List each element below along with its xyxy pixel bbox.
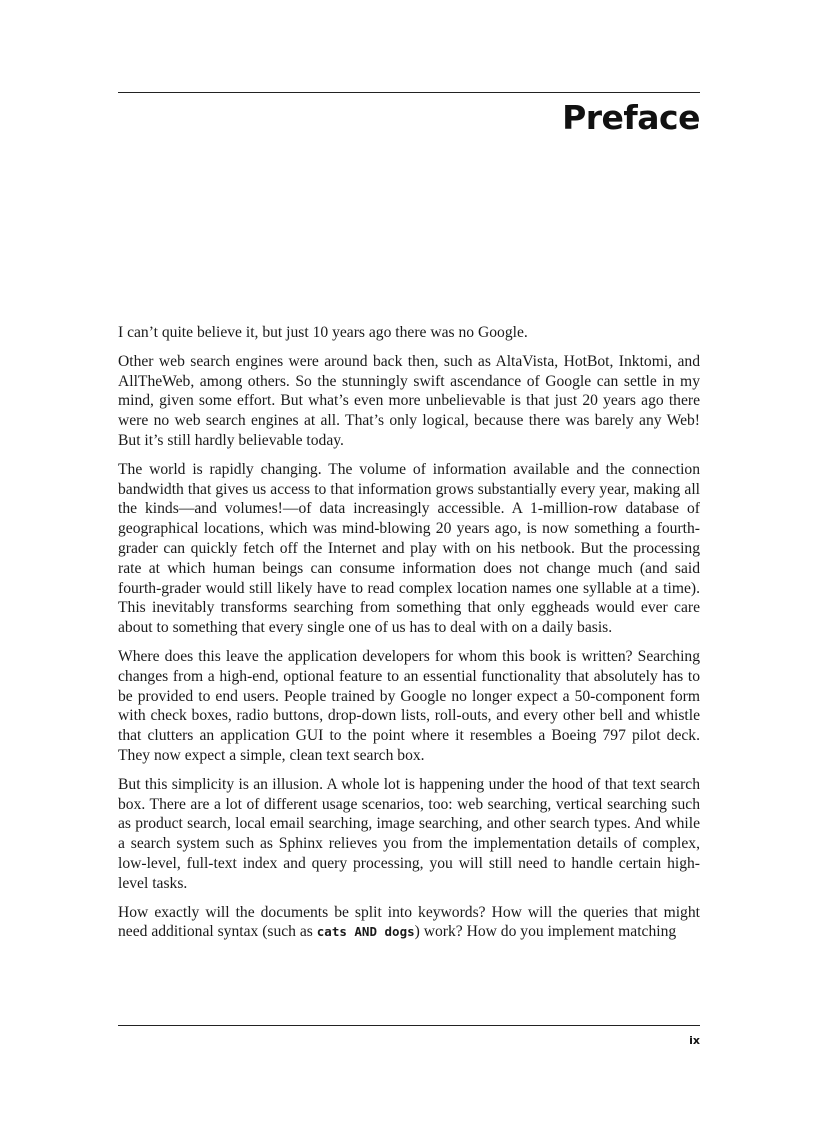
- inline-code: cats AND dogs: [316, 924, 415, 940]
- paragraph: I can’t quite believe it, but just 10 years ago there was no Google.: [118, 324, 528, 341]
- paragraph: Where does this leave the application developers for whom this book is written? Searching changes from a high-end, optional feature to an essential functionality that absolutely has to be provided to end users. People trained by Google no longer expect a 50-component form with check boxes, radio buttons, drop-down lists, roll-outs, and every other bell and whistle that clutters an application GUI to the point where it resembles a Boeing 797 pilot deck. They now expect a simple, clean text search box.: [118, 647, 700, 764]
- paragraph: Other web search engines were around back then, such as AltaVista, HotBot, Inktomi, and AllTheWeb, among others. So the stunningly swift ascendance of Google can settle in my mind, given some effort. But what’s even more unbelievable is that just 20 years ago there were no web search engines at all. That’s only logical, because there was barely any Web! But it’s still hardly believable today.: [118, 352, 700, 449]
- paragraph: But this simplicity is an illusion. A whole lot is happening under the hood of that text search box. There are a lot of different usage scenarios, too: web searching, vertical searching such as product search, local email searching, image searching, and other search types. And while a search system such as Sphinx relieves you from the implementation details of complex, low-level, full-text index and query processing, you will still need to handle certain high-level tasks.: [118, 775, 700, 892]
- paragraph-text: How exactly will the documents be split into keywords? How will the queries that might need additional syntax (such as: [118, 903, 700, 941]
- header-rule: [118, 92, 700, 93]
- page-number: ix: [689, 1034, 700, 1047]
- body-text: [118, 323, 700, 951]
- chapter-title: Preface: [562, 98, 700, 137]
- footer-rule: [118, 1025, 700, 1026]
- paragraph: [118, 903, 700, 943]
- paragraph-text: ) work? How do you implement matching: [414, 923, 677, 941]
- paragraph: The world is rapidly changing. The volume of information available and the connection bandwidth that gives us access to that information grows substantially every year, making all the kinds—and volumes!—of data increasingly accessible. A 1-million-row database of geographical locations, which was mind-blowing 20 years ago, is now something a fourth-grader can quickly fetch off the Internet and play with on his netbook. But the processing rate at which human beings can consume information does not change much (and said fourth-grader would still likely have to read complex location names one syllable at a time). This inevitably transforms searching from something that only eggheads would ever care about to something that every single one of us has to deal with on a daily basis.: [118, 460, 700, 637]
